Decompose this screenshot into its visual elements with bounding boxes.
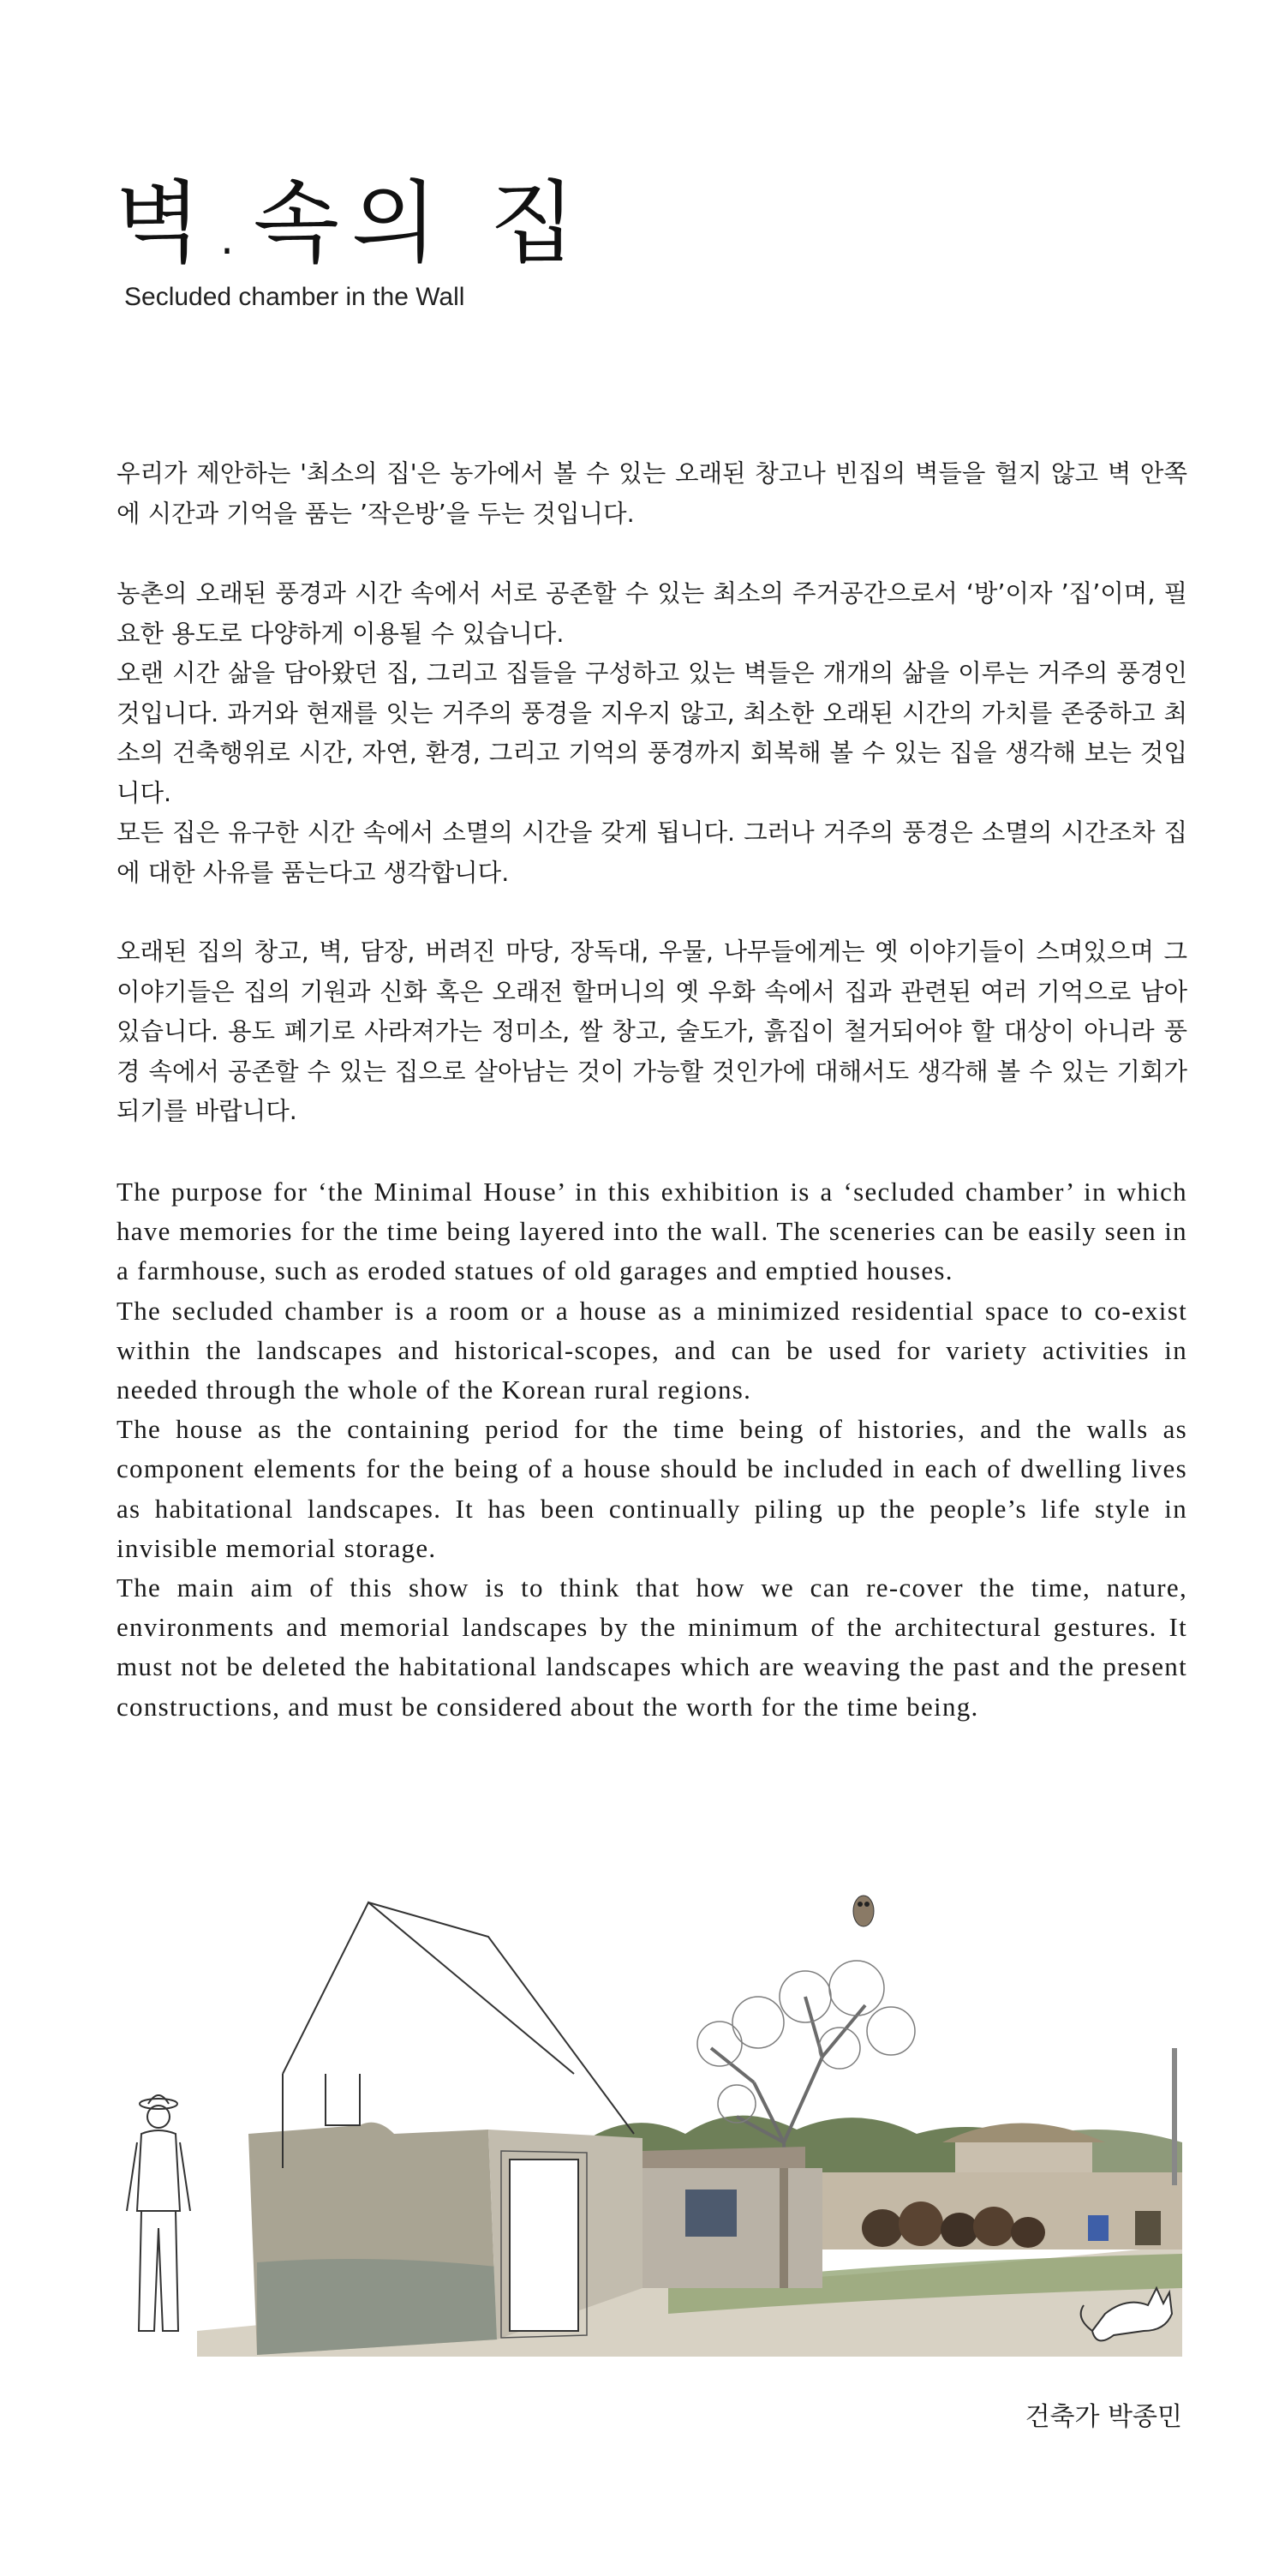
- english-paragraph-2: The secluded chamber is a room or a house as a minimized residential space to co-exist within the landscapes and historical-scopes, and can be used for variety activities in needed through the whole of the Korean rural regions.: [117, 1295, 1187, 1405]
- white-door: [510, 2160, 578, 2331]
- ruined-wall-left-stain: [257, 2259, 497, 2355]
- owl-figure: [853, 1896, 874, 1926]
- house-collage-illustration: [120, 1885, 1191, 2365]
- author-signature: 건축가 박종민: [1025, 2402, 1182, 2432]
- korean-block-3: [117, 932, 1187, 1132]
- korean-block-2: [117, 574, 1187, 893]
- english-paragraph-4: The main aim of this show is to think that how we can re-cover the time, nature, environments and memorial landscapes by the minimum of the architectural gestures. It must not be deleted the habitational landscapes which are weaving the past and the present constructions, and must be considered about the worth for the time being.: [117, 1573, 1187, 1722]
- korean-paragraph-3: 오래된 집의 창고, 벽, 담장, 버려진 마당, 장독대, 우물, 나무들에게는 옛 이야기들이 스며있으며 그 이야기들은 집의 기원과 신화 혹은 오래전 할머니의 옛 우화 속에서 집과 관련된 여러 기억으로 남아있습니다. 용도 폐기로 사라져가는 정미소, 쌀 창고, 술도가, 흙집이 철거되어야 할 대상이 아니라 풍경 속에서 공존할 수 있는 집으로 살아남는 것이 가능할 것인가에 대해서도 생각해 볼 수 있는 기회가 되기를 바랍니다.: [117, 938, 1187, 1125]
- english-paragraph-1: The purpose for ‘the Minimal House’ in this exhibition is a ‘secluded chamber’ in which have memories for the time being layered into the wall. The sceneries can be easily seen in a farmhouse, such as eroded statues of old garages and emptied houses.: [117, 1177, 1187, 1286]
- korean-paragraph-1: 우리가 제안하는 '최소의 집'은 농가에서 볼 수 있는 오래된 창고나 빈집의 벽들을 헐지 않고 벽 안쪽에 시간과 기억을 품는 ’작은방’을 두는 것입니다.: [117, 459, 1187, 528]
- korean-paragraph-2c: 모든 집은 유구한 시간 속에서 소멸의 시간을 갖게 됩니다. 그러나 거주의 풍경은 소멸의 시간조차 집에 대한 사유를 품는다고 생각합니다.: [117, 818, 1187, 887]
- man-figure: [127, 2095, 190, 2331]
- shed-window: [685, 2190, 737, 2237]
- utility-pole: [1172, 2048, 1177, 2185]
- english-paragraph-3: The house as the containing period for the time being of histories, and the walls as component elements for the being of a house should be included in each of dwelling lives as habitational landscapes. It has been continually piling up the people’s life style in invisible memorial storage.: [117, 1414, 1187, 1563]
- english-text: [117, 1172, 1187, 1727]
- page-title: 벽.속의 집: [115, 171, 588, 275]
- korean-paragraph-2a: 농촌의 오래된 풍경과 시간 속에서 서로 공존할 수 있는 최소의 주거공간으로서 ‘방’이자 ’집’이며, 필요한 용도로 다양하게 이용될 수 있습니다.: [117, 579, 1187, 648]
- korean-paragraph-2b: 오랜 시간 삶을 담아왔던 집, 그리고 집들을 구성하고 있는 벽들은 개개의 삶을 이루는 거주의 풍경인 것입니다. 과거와 현재를 잇는 거주의 풍경을 지우지 않고, 최소한 오래된 시간의 가치를 존중하고 최소의 건축행위로 시간, 자연, 환경, 그리고 기억의 풍경까지 회복해 볼 수 있는 집을 생각해 보는 것입니다.: [117, 659, 1187, 807]
- page-subtitle: Secluded chamber in the Wall: [124, 283, 465, 311]
- korean-block-1: [117, 454, 1187, 534]
- shed-post: [780, 2168, 788, 2288]
